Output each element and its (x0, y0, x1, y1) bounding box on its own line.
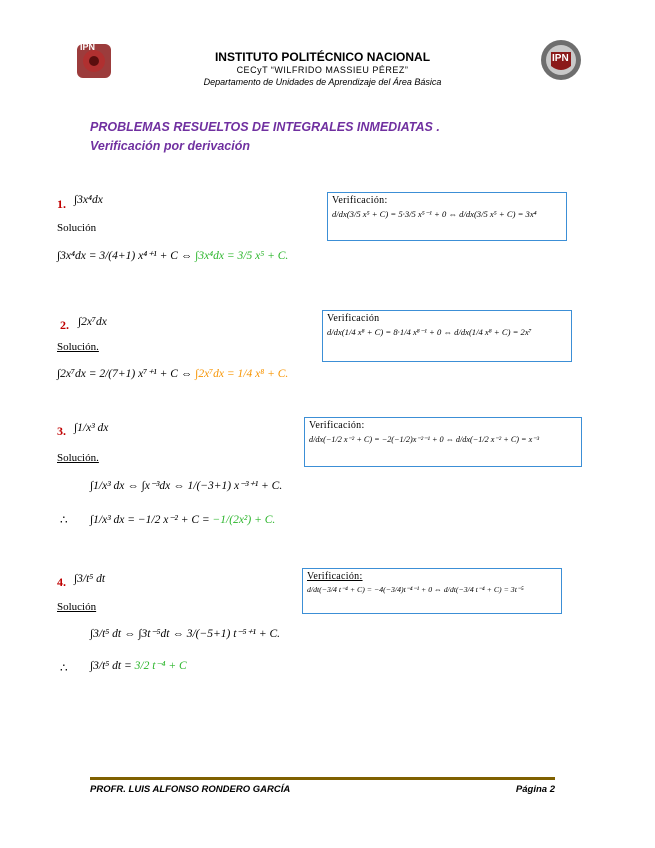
verification-label: Verificación: (309, 420, 365, 431)
footer-divider (90, 777, 555, 780)
solution-line (90, 658, 187, 672)
solution-line (90, 478, 282, 492)
verification-formula: d/dx(1/4 x⁸ + C) = 8·1/4 x⁸⁻¹ + 0 ⇔ d/dx(1/4 x⁸ + C) = 2x⁷ (327, 327, 532, 337)
problem-number: 1. (57, 197, 66, 211)
therefore-symbol: ∴ (60, 513, 68, 527)
solution-line (90, 512, 275, 526)
solution-label: Solución (57, 222, 97, 234)
solution-line (57, 366, 288, 380)
problem-number: 4. (57, 575, 66, 589)
verification-box (304, 417, 582, 467)
verification-label: Verificación: (307, 571, 363, 582)
problem-statement: ∫3/t⁵ dt (74, 573, 106, 585)
problem-number: 2. (60, 318, 69, 332)
solution-label: Solución (57, 601, 97, 613)
solution-result: 3/2 t⁻⁴ + C (134, 660, 187, 672)
verification-formula: d/dt(−3/4 t⁻⁴ + C) = −4(−3/4)t⁻⁴⁻¹ + 0 ⇔ d/dt(−3/4 t⁻⁴ + C) = 3t⁻⁵ (307, 585, 524, 594)
right-logo (540, 38, 582, 82)
problem-statement: ∫3x⁴dx (74, 194, 103, 206)
left-logo-text: IPN (80, 42, 96, 52)
solution-result: ∫3x⁴dx = 3/5 x⁵ + C. (195, 250, 289, 262)
solution-text: ∫2x⁷dx = 2/(7+1) x⁷⁺¹ + C ⇔ (57, 368, 196, 380)
school-name: CECyT “WILFRIDO MASSIEU PÉREZ” (236, 65, 409, 75)
footer-page-number: Página 2 (515, 784, 555, 795)
footer-author: PROFR. LUIS ALFONSO RONDERO GARCÍA (90, 784, 291, 795)
solution-text: ∫3x⁴dx = 3/(4+1) x⁴⁺¹ + C ⇔ (57, 250, 196, 262)
verification-box (302, 568, 562, 614)
solution-label: Solución. (57, 341, 99, 353)
verification-label: Verificación (327, 313, 380, 324)
solution-text: ∫1/x³ dx = −1/2 x⁻² + C = (90, 514, 213, 526)
problem-statement: ∫1/x³ dx (74, 422, 109, 434)
problem-number: 3. (57, 424, 66, 438)
solution-result: ∫2x⁷dx = 1/4 x⁸ + C. (195, 368, 289, 380)
solution-line (57, 248, 288, 262)
therefore-symbol: ∴ (60, 661, 68, 675)
right-logo-text: IPN (552, 53, 569, 64)
solution-line (90, 626, 280, 640)
department-name: Departamento de Unidades de Aprendizaje del Área Básica (203, 77, 442, 87)
verification-formula: d/dx(−1/2 x⁻² + C) = −2(−1/2)x⁻²⁻¹ + 0 ⇔ d/dx(−1/2 x⁻² + C) = x⁻³ (309, 435, 540, 444)
verification-box (322, 310, 572, 362)
problem-statement: ∫2x⁷dx (78, 316, 107, 328)
solution-text: ∫3/t⁵ dt ⇔ ∫3t⁻⁵dt ⇔ 3/(−5+1) t⁻⁵⁺¹ + C. (90, 628, 281, 640)
institution-name: INSTITUTO POLITÉCNICO NACIONAL (214, 50, 431, 64)
left-logo (74, 40, 114, 82)
verification-formula: d/dx(3/5 x⁵ + C) = 5·3/5 x⁵⁻¹ + 0 ⇔ d/dx(3/5 x⁵ + C) = 3x⁴ (332, 209, 537, 219)
page-subtitle: Verificación por derivación (90, 139, 251, 153)
solution-result: −1/(2x²) + C. (212, 514, 276, 526)
solution-label: Solución. (57, 452, 99, 464)
page-title: PROBLEMAS RESUELTOS DE INTEGRALES INMEDIATAS . (90, 120, 440, 134)
verification-label: Verificación: (332, 195, 388, 206)
verification-box (327, 192, 567, 241)
solution-text: ∫1/x³ dx ⇔ ∫x⁻³dx ⇔ 1/(−3+1) x⁻³⁺¹ + C. (90, 480, 283, 492)
solution-text: ∫3/t⁵ dt = (90, 660, 135, 672)
